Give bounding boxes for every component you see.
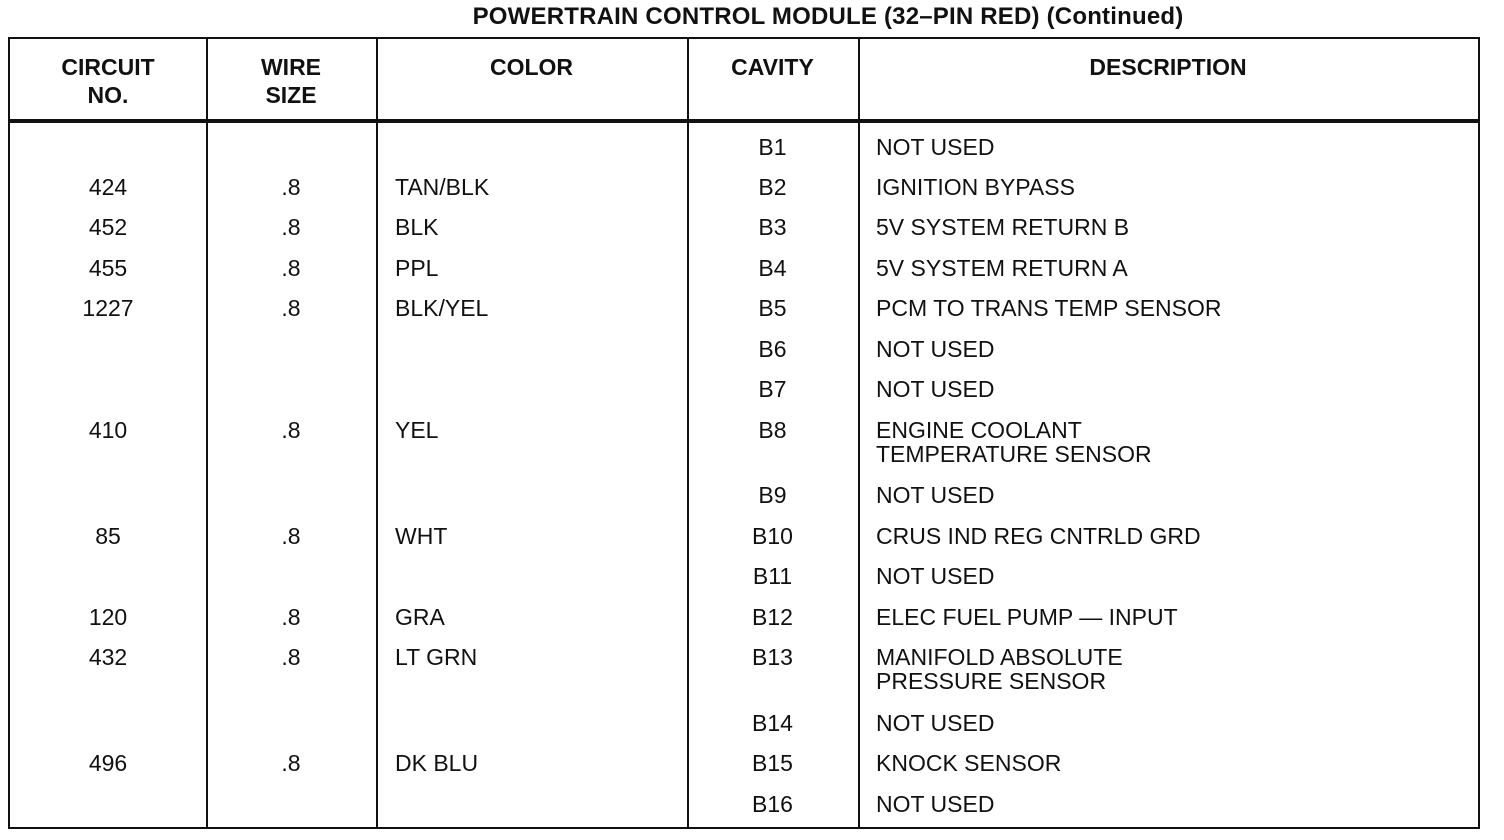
wire-size: .8 [281,255,301,281]
column-divider [376,39,378,827]
cavity: B1 [758,134,787,160]
cavity: B15 [752,750,793,776]
wire-color: LT GRN [395,644,478,670]
circuit-number: 1227 [82,295,134,321]
description: 5V SYSTEM RETURN B [876,214,1130,240]
wire-color: YEL [395,417,439,443]
circuit-number: 496 [88,750,128,776]
header-circuit: CIRCUIT NO. [61,54,155,108]
wire-color: BLK/YEL [395,295,489,321]
description: ELEC FUEL PUMP — INPUT [876,604,1178,630]
cavity: B7 [758,376,787,402]
description: NOT USED [876,563,995,589]
wire-size: .8 [281,417,301,443]
cavity: B4 [758,255,787,281]
description: CRUS IND REG CNTRLD GRD [876,523,1201,549]
wire-size: .8 [281,214,301,240]
description: MANIFOLD ABSOLUTE PRESSURE SENSOR [876,644,1123,694]
circuit-number: 432 [88,644,128,670]
wire-size: .8 [281,750,301,776]
circuit-number: 455 [88,255,128,281]
wire-color: DK BLU [395,750,479,776]
cavity: B12 [752,604,793,630]
circuit-number: 85 [95,523,121,549]
wire-size: .8 [281,644,301,670]
cavity: B13 [752,644,793,670]
circuit-number: 452 [88,214,128,240]
wire-color: WHT [395,523,448,549]
description: NOT USED [876,336,995,362]
wire-size: .8 [281,174,301,200]
cavity: B14 [752,710,793,736]
description: KNOCK SENSOR [876,750,1062,776]
cavity: B8 [758,417,787,443]
wire-size: .8 [281,604,301,630]
cavity: B16 [752,791,793,817]
cavity: B3 [758,214,787,240]
cavity: B10 [752,523,793,549]
wire-color: GRA [395,604,445,630]
description: IGNITION BYPASS [876,174,1075,200]
cavity: B5 [758,295,787,321]
header-description: DESCRIPTION [1089,54,1247,80]
header-color: COLOR [489,54,574,80]
wire-size: .8 [281,523,301,549]
cavity: B9 [758,482,787,508]
wire-color: PPL [395,255,439,281]
header-wire-size: WIRE SIZE [260,54,322,108]
description: ENGINE COOLANT TEMPERATURE SENSOR [876,417,1152,467]
description: NOT USED [876,791,995,817]
description: NOT USED [876,376,995,402]
description: 5V SYSTEM RETURN A [876,255,1128,281]
connector-table [8,37,1480,829]
description: NOT USED [876,710,995,736]
header-cavity: CAVITY [731,54,814,80]
description: PCM TO TRANS TEMP SENSOR [876,295,1222,321]
circuit-number: 120 [88,604,128,630]
column-divider [858,39,860,827]
wire-color: TAN/BLK [395,174,490,200]
circuit-number: 410 [88,417,128,443]
description: NOT USED [876,134,995,160]
wire-size: .8 [281,295,301,321]
cavity: B11 [752,563,793,589]
circuit-number: 424 [88,174,128,200]
page-title: POWERTRAIN CONTROL MODULE (32–PIN RED) (Continued) [472,3,1184,30]
header-divider [10,119,1478,123]
cavity: B2 [758,174,787,200]
cavity: B6 [758,336,787,362]
wire-color: BLK [395,214,439,240]
description: NOT USED [876,482,995,508]
